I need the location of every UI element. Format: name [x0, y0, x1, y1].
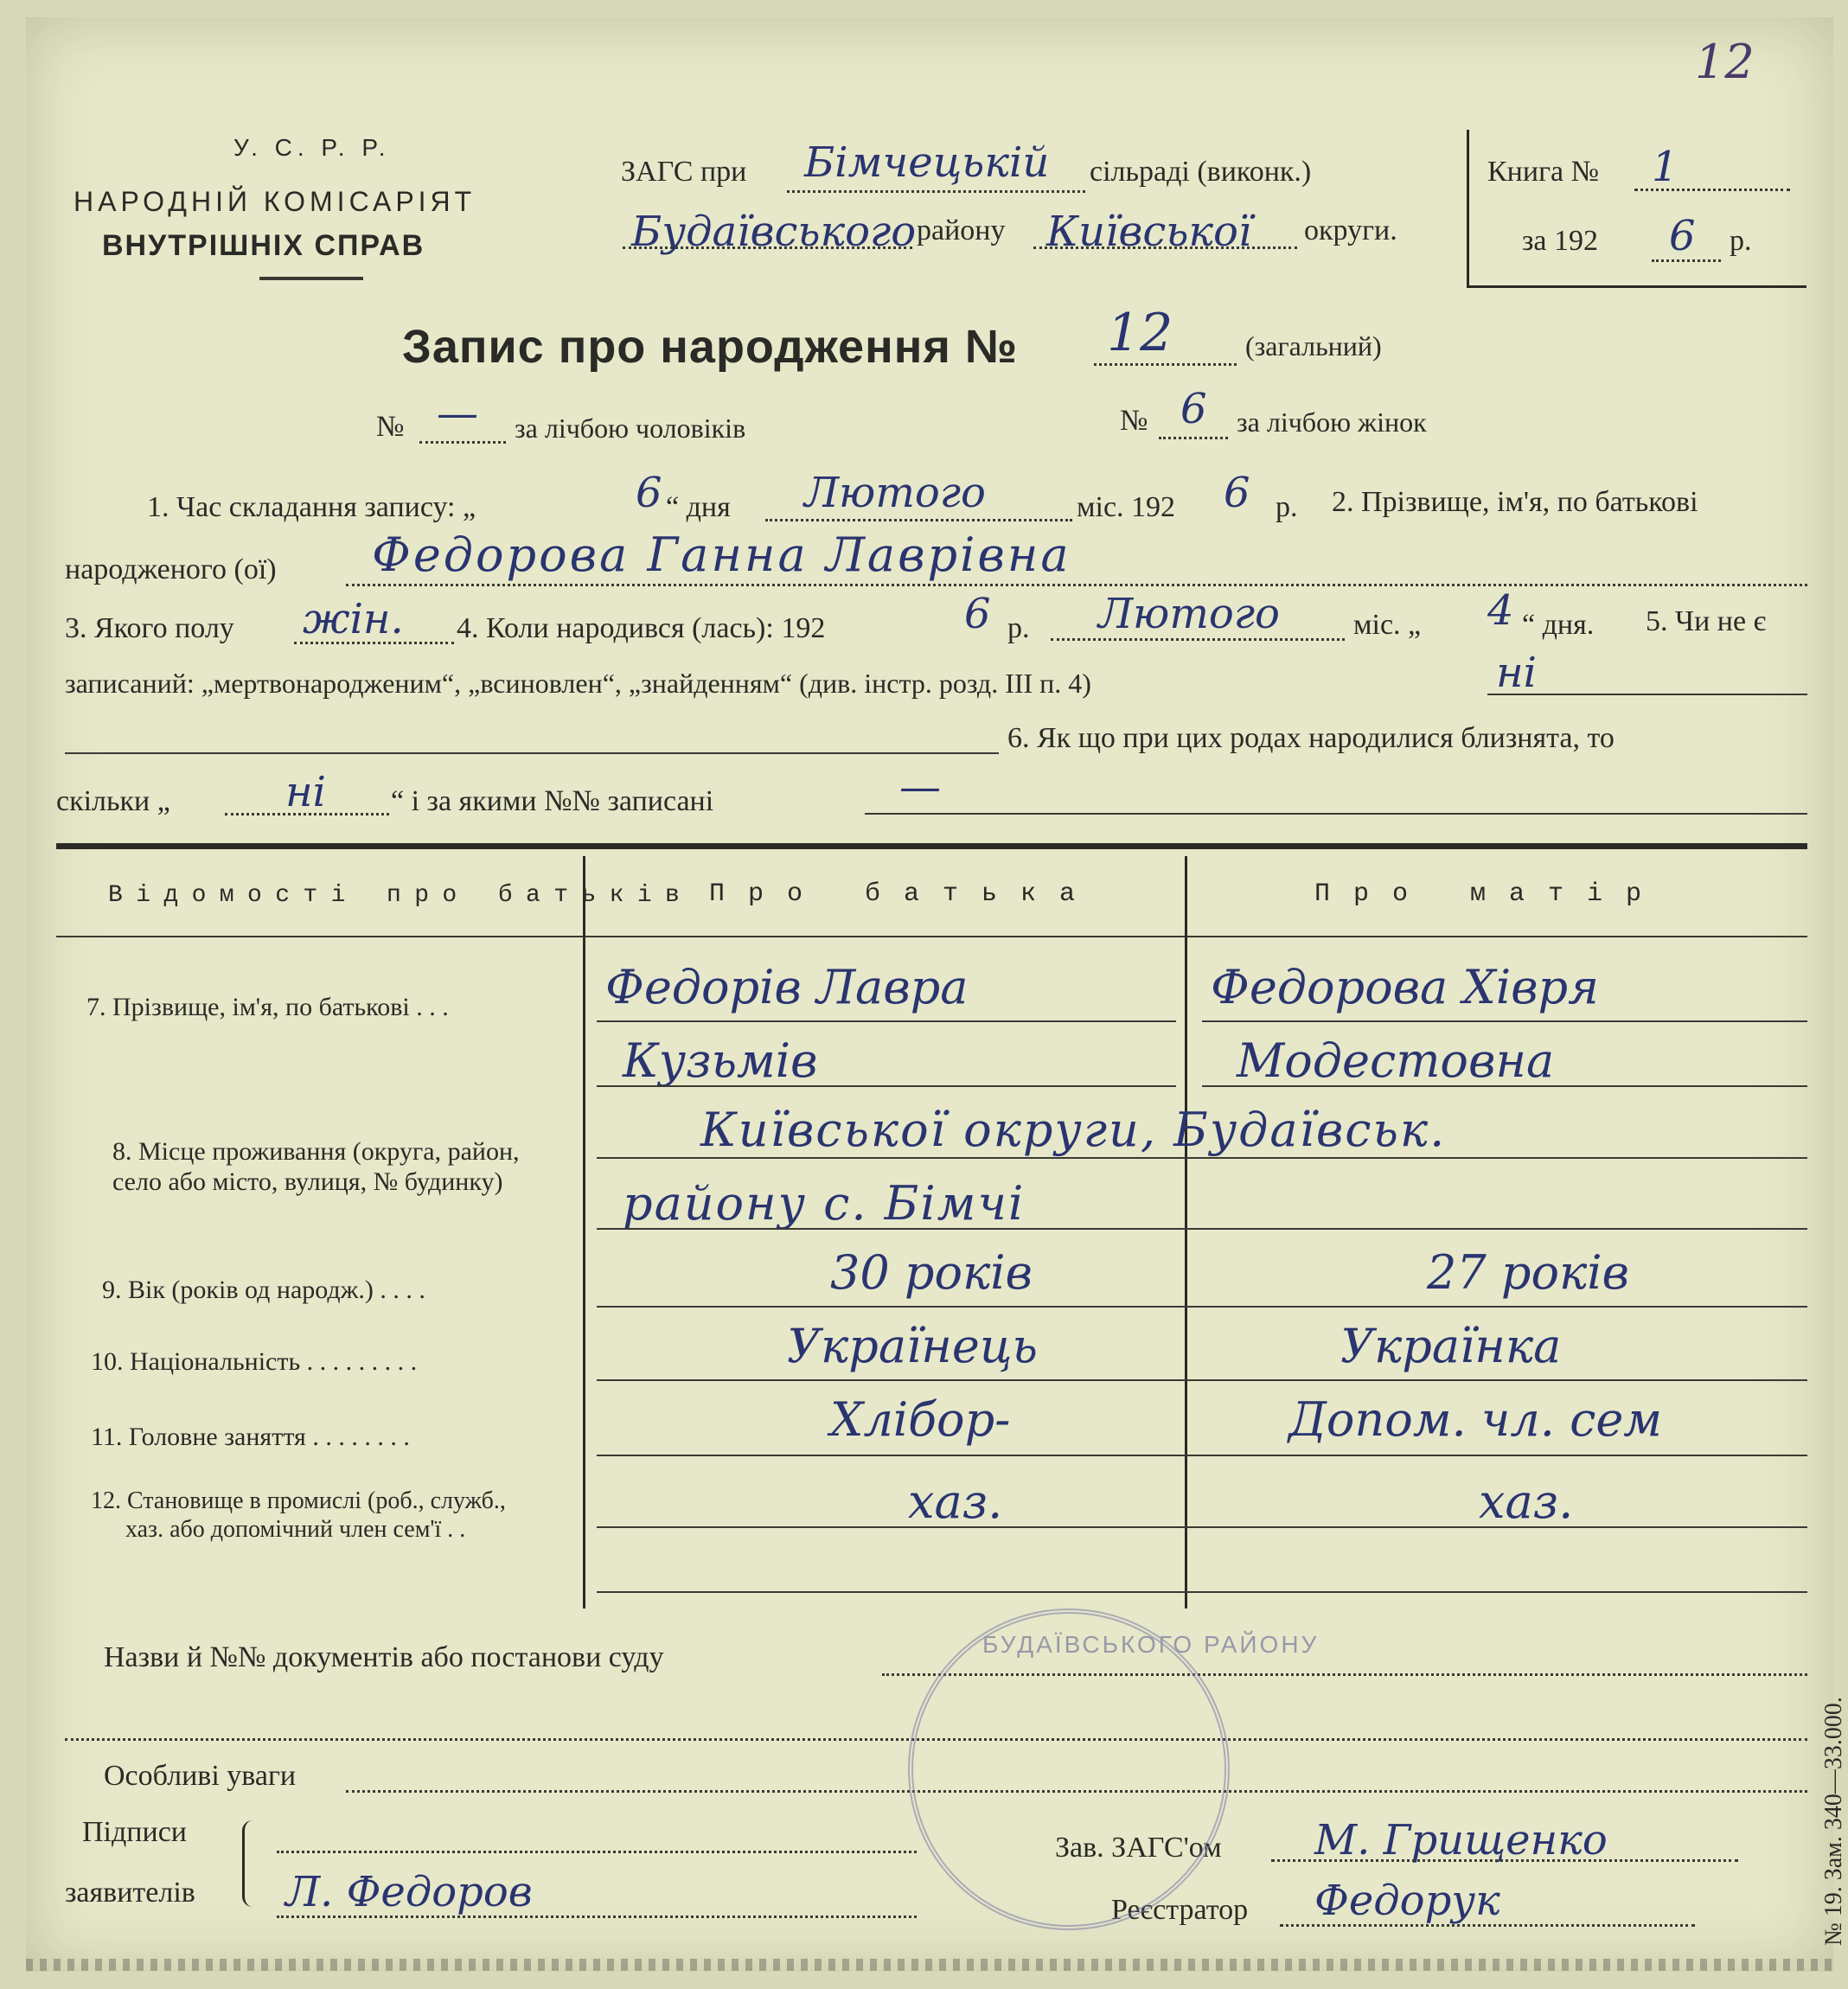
village-council-suffix: сільраді (виконк.)	[1090, 156, 1312, 188]
row-8-line-2	[597, 1228, 1807, 1230]
registrar-label: Реєстратор	[1111, 1894, 1249, 1926]
men-value: —	[437, 389, 478, 438]
book-year-line	[1652, 259, 1721, 262]
birth-record-form	[26, 17, 1847, 1972]
row-9-father: 30 років	[830, 1245, 1033, 1300]
f1-month: Лютого	[804, 469, 986, 517]
row-10-father: Українець	[787, 1319, 1038, 1373]
signatures-label: Підписи	[82, 1816, 187, 1848]
book-box	[1467, 130, 1806, 288]
head-label: Зав. ЗАГС'ом	[1055, 1832, 1222, 1864]
row-7-father: Федорів Лавра	[605, 960, 969, 1014]
f1-label: 1. Час складання запису: „	[147, 491, 476, 523]
district-label: району	[917, 214, 1006, 246]
row-12-father: хаз.	[908, 1474, 1003, 1529]
men-prefix: №	[376, 411, 405, 443]
row-7-mother: Федорова Хівря	[1211, 960, 1599, 1014]
f5-line	[1487, 694, 1807, 695]
row-8-line	[597, 1157, 1807, 1159]
table-col-mother: Про матір	[1314, 879, 1666, 909]
book-year-prefix: за 192	[1522, 225, 1599, 257]
head-line	[1271, 1859, 1738, 1862]
official-stamp	[908, 1608, 1320, 1930]
book-label: Книга №	[1487, 156, 1600, 188]
row-8-residence: Київської округи, Будаївськ.	[700, 1103, 1447, 1157]
record-number-line	[1094, 363, 1237, 366]
header-rule	[259, 277, 363, 280]
f2-label: 2. Прізвище, ім'я, по батькові	[1332, 486, 1698, 518]
f6-numbers: —	[899, 763, 941, 811]
women-line	[1159, 437, 1228, 439]
f6-label: 6. Як що при цих родах народилися близнята, то	[1007, 722, 1615, 754]
f4-month: Лютого	[1098, 590, 1280, 638]
book-number: 1	[1652, 143, 1679, 191]
row-12-label: 12. Становище в промислі (роб., служб.,	[91, 1487, 506, 1514]
men-line	[419, 441, 506, 444]
row-11-label: 11. Головне заняття . . . . . . . .	[91, 1423, 410, 1451]
row-10-line	[597, 1379, 1807, 1381]
print-mark: № 19. Зам. 340—33.000.	[1820, 1697, 1847, 1946]
row-10-mother: Українка	[1340, 1319, 1562, 1373]
f5-label: 5. Чи не є	[1646, 605, 1767, 637]
f4-label: 4. Коли народився (лась): 192	[457, 612, 826, 644]
stamp-text: БУДАЇВСЬКОГО РАЙОНУ	[982, 1631, 1320, 1658]
table-header-rule	[56, 936, 1807, 937]
f6-count-suffix: “ і за якими №№ записані	[391, 785, 714, 817]
applicant-line-2	[277, 1915, 917, 1918]
f4-year: 6	[964, 590, 991, 638]
row-12-line	[597, 1526, 1807, 1528]
row-11-father: Хлібор-	[830, 1392, 1011, 1447]
applicant-line-1	[277, 1851, 917, 1853]
row-7-father-cont: Кузьмів	[623, 1033, 818, 1088]
documents-label: Назви й №№ документів або постанови суду	[104, 1641, 664, 1673]
applicant-signature: Л. Федоров	[285, 1868, 533, 1916]
f1-month-suffix: міс. 192	[1077, 491, 1176, 523]
row-7-father-line-2	[597, 1085, 1176, 1087]
table-divider-1	[583, 856, 585, 1608]
f1-month-line	[765, 519, 1072, 521]
men-label: за лічбою чоловіків	[515, 413, 746, 444]
f4-year-suffix: р.	[1007, 612, 1030, 644]
book-number-line	[1634, 189, 1790, 191]
village-council-line	[787, 190, 1085, 193]
okrug-label: округи.	[1304, 214, 1397, 246]
row-12-mother: хаз.	[1479, 1474, 1574, 1529]
f3-line	[294, 642, 454, 644]
row-12-line-2	[597, 1591, 1807, 1593]
row-9-mother: 27 років	[1427, 1245, 1629, 1300]
f6-count-line	[225, 813, 389, 815]
applicants-label: заявителів	[65, 1877, 195, 1909]
remarks-label: Особливі уваги	[104, 1760, 297, 1792]
zags-prefix: ЗАГС при	[621, 156, 747, 188]
book-year-suffix: р.	[1730, 225, 1752, 257]
department-label: ВНУТРІШНІХ СПРАВ	[102, 229, 425, 262]
signatures-brace	[242, 1820, 264, 1907]
row-8-label-cont: село або місто, вулиця, № будинку)	[112, 1167, 503, 1196]
women-label: за лічбою жінок	[1237, 406, 1427, 438]
record-number: 12	[1107, 303, 1173, 363]
f1-day-suffix: “ дня	[666, 491, 731, 523]
row-10-label: 10. Національність . . . . . . . . .	[91, 1347, 418, 1376]
women-prefix: №	[1120, 405, 1148, 437]
table-col-father: Про батька	[709, 879, 1099, 909]
table-col-info: Відомості про батьків	[108, 882, 694, 909]
district-value: Будаївського	[631, 208, 917, 256]
f5-label-cont: записаний: „мертвонародженим“, „всиновлен“, „знайденням“ (див. інстр. розд. III п. 4)	[65, 668, 1091, 699]
f4-day: 4	[1487, 586, 1514, 635]
row-12-label-cont: хаз. або допомічний член сем'ї . .	[125, 1516, 466, 1543]
table-divider-2	[1185, 856, 1187, 1608]
republic-label: У. С. Р. Р.	[233, 134, 391, 161]
okrug-line	[1033, 246, 1297, 249]
f1-year-suffix: р.	[1276, 491, 1298, 523]
book-year-digit: 6	[1669, 212, 1696, 260]
women-value: 6	[1180, 385, 1207, 433]
row-8-residence-cont: району с. Бімчі	[623, 1176, 1026, 1231]
table-top-rule	[56, 843, 1807, 849]
row-7-mother-line	[1202, 1020, 1807, 1022]
f4-day-suffix: “ дня.	[1522, 609, 1595, 641]
commissariat-label: НАРОДНІЙ КОМІСАРІЯТ	[74, 186, 476, 217]
head-signature: М. Грищенко	[1314, 1816, 1608, 1864]
registrar-signature: Федорук	[1314, 1877, 1500, 1925]
row-9-label: 9. Вік (років од народж.) . . . .	[102, 1276, 425, 1304]
f3-value: жін.	[303, 595, 404, 643]
record-title-suffix: (загальний)	[1245, 330, 1382, 361]
f4-month-suffix: міс. „	[1353, 609, 1422, 641]
f6-count: ні	[285, 768, 326, 816]
record-title: Запис про народження №	[402, 321, 1019, 373]
f2-line	[346, 584, 1807, 586]
district-line	[623, 246, 912, 249]
f5-value: ні	[1496, 649, 1537, 697]
f6-count-prefix: скільки „	[56, 785, 170, 817]
registrar-line	[1280, 1924, 1695, 1927]
row-11-mother: Допом. чл. сем	[1288, 1392, 1663, 1447]
f6-numbers-line	[865, 813, 1807, 815]
f4-month-line	[1051, 638, 1345, 641]
f5-line-cont	[65, 752, 999, 754]
page-number: 12	[1695, 35, 1755, 89]
row-9-line	[597, 1306, 1807, 1308]
row-7-mother-line-2	[1202, 1085, 1807, 1087]
row-7-father-line	[597, 1020, 1176, 1022]
row-7-mother-cont: Модестовна	[1237, 1033, 1555, 1088]
row-11-line	[597, 1455, 1807, 1456]
f3-label: 3. Якого полу	[65, 612, 234, 644]
f1-day: 6	[636, 469, 662, 517]
f2-label-cont: народженого (ої)	[65, 553, 277, 585]
f2-value: Федорова Ганна Лаврівна	[372, 528, 1071, 582]
okrug-value: Київської	[1046, 208, 1252, 256]
row-8-label: 8. Місце проживання (округа, район,	[112, 1137, 520, 1166]
f1-year: 6	[1224, 469, 1250, 517]
perforation-edge	[26, 1959, 1833, 1971]
village-council-value: Бімчецькій	[804, 138, 1050, 187]
row-7-label: 7. Прізвище, ім'я, по батькові . . .	[86, 993, 449, 1021]
